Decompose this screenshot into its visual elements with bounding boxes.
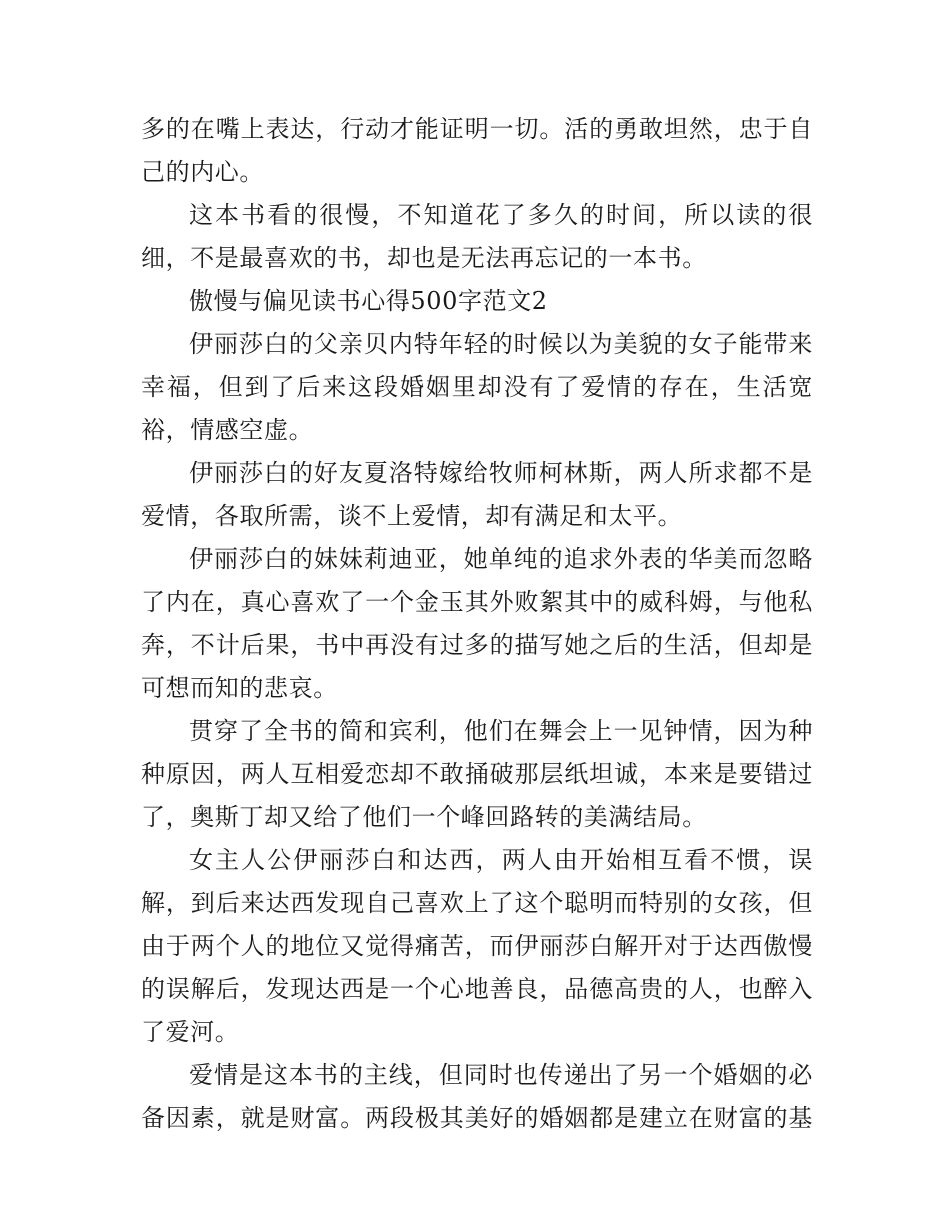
text-line: 了爱河。: [141, 1018, 240, 1046]
text-line: 解，到后来达西发现自己喜欢上了这个聪明而特别的女孩，但: [141, 889, 813, 917]
paragraph-8: [141, 1054, 813, 1140]
text-line: 伊丽莎白的父亲贝内特年轻的时候以为美貌的女子能带来: [189, 330, 813, 358]
text-line: 备因素，就是财富。两段极其美好的婚姻都是建立在财富的基: [141, 1104, 813, 1132]
text-line: 这本书看的很慢，不知道花了多久的时间，所以读的很: [189, 201, 813, 229]
text-line: 伊丽莎白的妹妹莉迪亚，她单纯的追求外表的华美而忽略: [189, 545, 813, 573]
text-line: 贯穿了全书的简和宾利，他们在舞会上一见钟情，因为种: [189, 717, 813, 745]
section-heading: [141, 280, 813, 323]
paragraph-3: [141, 323, 813, 452]
text-line: 己的内心。: [141, 158, 264, 186]
text-line: 种原因，两人互相爱恋却不敢捅破那层纸坦诚，本来是要错过: [141, 760, 813, 788]
text-line: 伊丽莎白的好友夏洛特嫁给牧师柯林斯，两人所求都不是: [189, 459, 813, 487]
text-line: 的误解后，发现达西是一个心地善良，品德高贵的人，也醉入: [141, 975, 813, 1003]
document-body: [141, 108, 813, 1140]
paragraph-2: [141, 194, 813, 280]
text-line: 女主人公伊丽莎白和达西，两人由开始相互看不惯，误: [189, 846, 813, 874]
paragraph-5: [141, 538, 813, 710]
text-line: 可想而知的悲哀。: [141, 674, 338, 702]
text-line: 爱情，各取所需，谈不上爱情，却有满足和太平。: [141, 502, 683, 530]
text-line: 裕，情感空虚。: [141, 416, 314, 444]
paragraph-4: [141, 452, 813, 538]
paragraph-1: [141, 108, 813, 194]
text-line: 多的在嘴上表达，行动才能证明一切。活的勇敢坦然，忠于自: [141, 115, 813, 143]
text-line: 了，奥斯丁却又给了他们一个峰回路转的美满结局。: [141, 803, 707, 831]
text-line: 由于两个人的地位又觉得痛苦，而伊丽莎白解开对于达西傲慢: [141, 932, 813, 960]
text-line: 奔，不计后果，书中再没有过多的描写她之后的生活，但却是: [141, 631, 813, 659]
text-line: 爱情是这本书的主线，但同时也传递出了另一个婚姻的必: [189, 1061, 813, 1089]
heading-text: 傲慢与偏见读书心得500字范文2: [189, 287, 548, 315]
text-line: 了内在，真心喜欢了一个金玉其外败絮其中的威科姆，与他私: [141, 588, 813, 616]
text-line: 细，不是最喜欢的书，却也是无法再忘记的一本书。: [141, 244, 707, 272]
paragraph-6: [141, 710, 813, 839]
paragraph-7: [141, 839, 813, 1054]
text-line: 幸福，但到了后来这段婚姻里却没有了爱情的存在，生活宽: [141, 373, 813, 401]
